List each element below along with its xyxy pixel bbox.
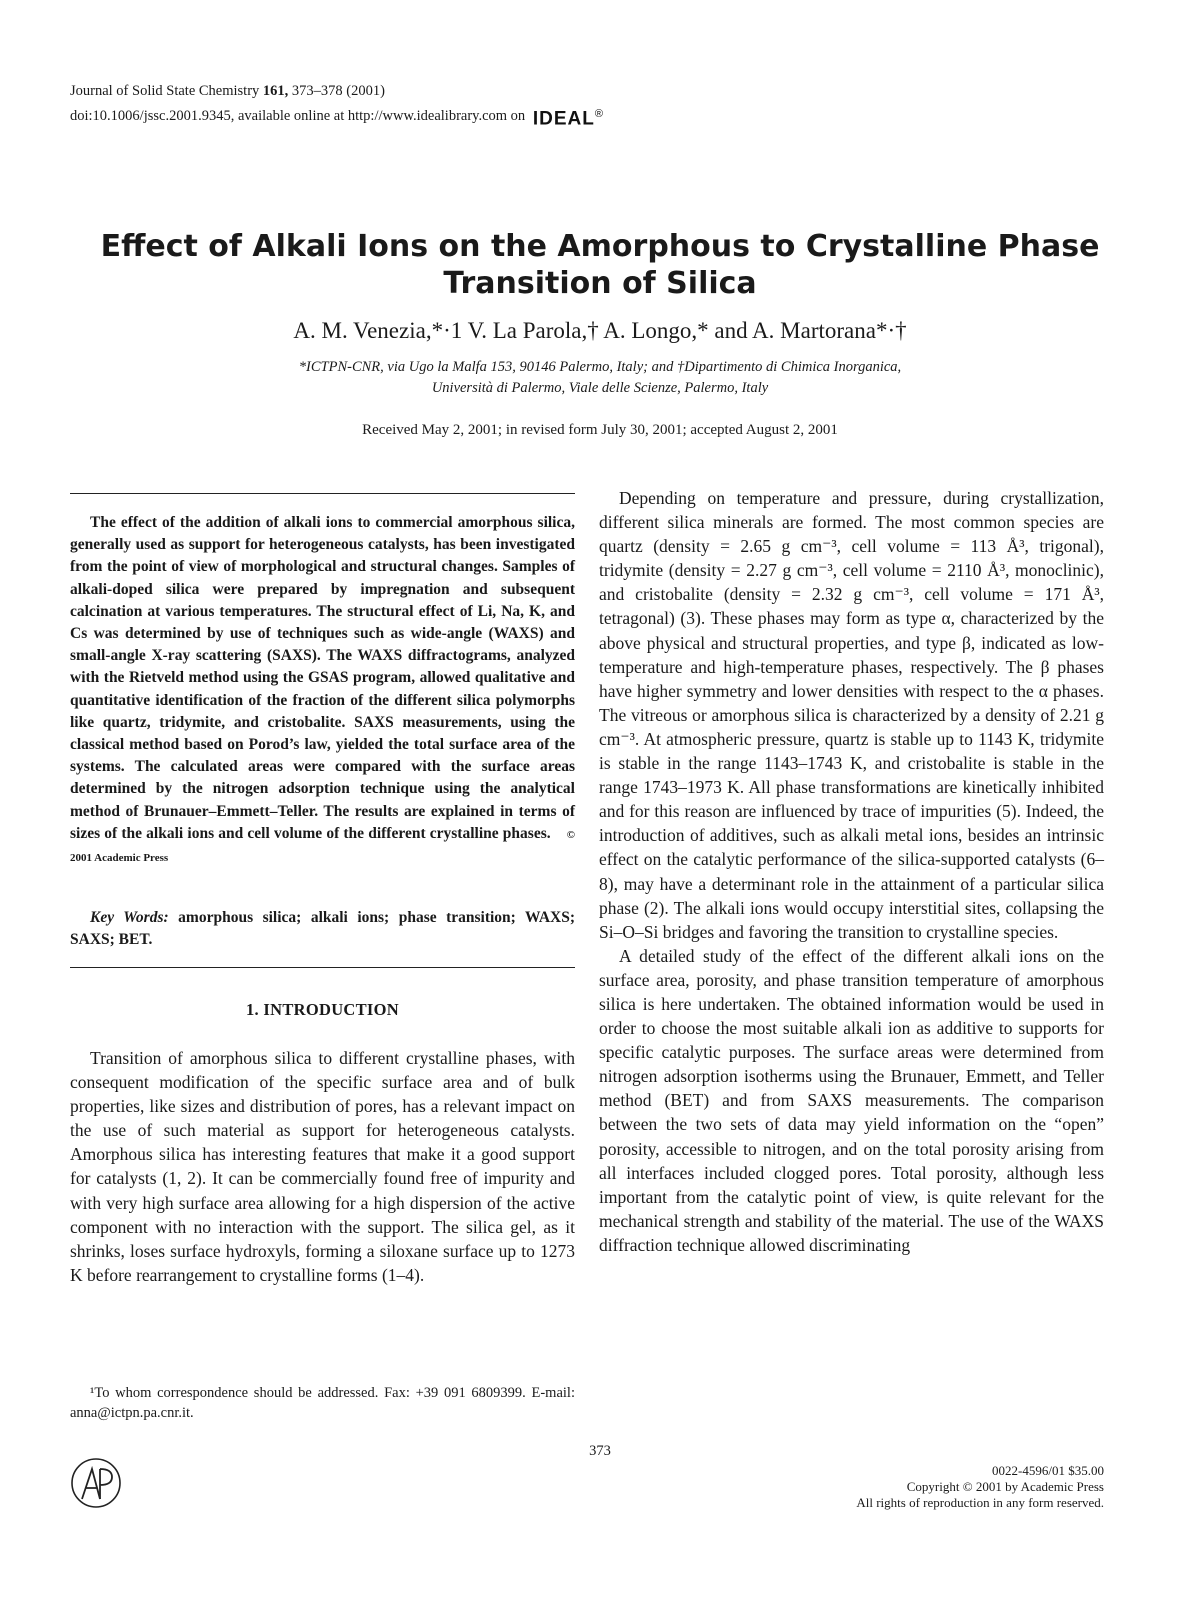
footnote: ¹To whom correspondence should be addressed. Fax: +39 091 6809399. E-mail: anna@ictpn.pa.cnr.it. — [70, 1385, 575, 1421]
affiliations — [150, 357, 1050, 399]
keywords-label: Key Words: — [90, 909, 169, 926]
left-column-body — [70, 1046, 575, 1287]
right-column-body — [599, 486, 1104, 1257]
page-number: 373 — [589, 1443, 611, 1459]
abstract-top-rule — [70, 493, 575, 494]
paragraph: Transition of amorphous silica to different crystalline phases, with consequent modification of the specific surface area and of bulk properties, like sizes and distribution of pores, has a relevant impact on the use of such material as support for heterogeneous catalysts. Amorphous silica has interesting features that make it a good support for catalysts (1, 2). It can be commercially found free of impurity and with very high surface area allowing for a high dispersion of the active component with no interaction with the support. The silica gel, as it shrinks, loses surface hydroxyls, forming a siloxane surface up to 1273 K before rearrangement to crystalline forms (1–4). — [70, 1048, 575, 1285]
paper-title: Effect of Alkali Ions on the Amorphous to Crystalline Phase Transition of Silica — [100, 229, 1100, 301]
abstract-text: The effect of the addition of alkali ions to commercial amorphous silica, generally used as support for heterogeneous catalysts, has been investigated from the point of view of morphological and structural changes. Samples of alkali-doped silica were prepared by impregnation and subsequent calcination at various temperatures. The structural effect of Li, Na, K, and Cs was determined by use of techniques such as wide-angle (WAXS) and small-angle X-ray scattering (SAXS). The WAXS diffractograms, analyzed with the Rietveld method using the GSAS program, allowed qualitative and quantitative identification of the fraction of the different silica polymorphs like quartz, tridymite, and cristobalite. SAXS measurements, using the classical method based on Porod’s law, yielded the total surface area of the systems. The calculated areas were compared with the surface areas determined by the nitrogen adsorption technique using the analytical method of Brunauer–Emmett–Teller. The results are explained in terms of sizes of the alkali ions and cell volume of the different crystalline phases. — [70, 514, 575, 842]
keywords-text: amorphous silica; alkali ions; phase transition; WAXS; SAXS; BET. — [70, 909, 575, 949]
keywords — [70, 907, 575, 951]
journal-volume: 161, — [262, 83, 289, 99]
journal-citation — [70, 81, 385, 101]
publisher-info — [856, 1463, 1104, 1511]
issn-price: 0022-4596/01 $35.00 — [992, 1463, 1104, 1478]
abstract-copyright: © 2001 Academic Press — [70, 828, 576, 865]
paragraph: A detailed study of the effect of the different alkali ions on the surface area, porosity, and phase transition temperature of amorphous silica is here undertaken. The obtained information would be used in order to choose the most suitable alkali ion as additive to supports for specific catalytic purposes. The surface areas were determined from nitrogen adsorption isotherms using the Brunauer, Emmett, and Teller method (BET) and from SAXS measurements. The comparison between the two sets of data may yield information on the “open” porosity, accessible to nitrogen, and on the total porosity arising from all interfaces included clogged pores. Total porosity, although less important from the catalytic point of view, is quite relevant for the mechanical strength and stability of the material. The use of the WAXS diffraction technique allowed discriminating — [599, 945, 1104, 1255]
paragraph: Depending on temperature and pressure, during crystallization, different silica minerals are formed. The most common species are quartz (density = 2.65 g cm⁻³, cell volume = 113 Å³, trigonal), tridymite (density = 2.27 g cm⁻³, cell volume = 2110 Å³, monoclinic), and cristobalite (density = 2.32 g cm⁻³, cell volume = 171 Å³, tetragonal) (3). These phases may form as type α, characterized by the above physical and structural properties, and type β, indicated as low-temperature and high-temperature phases, respectively. The β phases have higher symmetry and lower densities with respect to the α phases. The vitreous or amorphous silica is characterized by a density of 2.21 g cm⁻³. At atmospheric pressure, quartz is stable up to 1143 K, tridymite is stable in the range 1143–1743 K, and cristobalite is stable in the range 1743–1973 K. All phase transformations are kinetically inhibited and for this reason are influenced by trace of impurities (5). Indeed, the introduction of additives, such as alkali metal ions, besides an intrinsic effect on the catalytic performance of the silica-supported catalysts (6–8), may have a determinant role in the attainment of a particular silica phase (2). The alkali ions would occupy interstitial sites, collapsing the Si–O–Si bridges and favoring the transition to crystalline species. — [599, 488, 1104, 942]
doi-line — [70, 104, 604, 129]
ideal-logo: IDEAL® — [532, 108, 604, 130]
journal-pages: 373–378 (2001) — [291, 83, 385, 99]
academic-press-logo-icon — [70, 1457, 122, 1509]
doi-text: doi:10.1006/jssc.2001.9345, available online at http://www.idealibrary.com on — [70, 108, 526, 124]
affiliation-line-1: *ICTPN-CNR, via Ugo la Malfa 153, 90146 Palermo, Italy; and †Dipartimento di Chimica Inorganica, — [298, 359, 902, 375]
abstract-bottom-rule — [70, 967, 575, 968]
rights-statement: All rights of reproduction in any form reserved. — [856, 1495, 1104, 1510]
author-list: A. M. Venezia,*·1 V. La Parola,† A. Longo,* and A. Martorana*·† — [293, 318, 907, 343]
journal-name: Journal of Solid State Chemistry — [70, 83, 260, 99]
publisher-copyright: Copyright © 2001 by Academic Press — [906, 1479, 1104, 1494]
section-heading: 1. INTRODUCTION — [245, 1000, 400, 1019]
received-dates: Received May 2, 2001; in revised form July 30, 2001; accepted August 2, 2001 — [362, 422, 838, 438]
affiliation-line-2: Università di Palermo, Viale delle Scienze, Palermo, Italy — [431, 380, 769, 396]
abstract — [70, 512, 575, 869]
